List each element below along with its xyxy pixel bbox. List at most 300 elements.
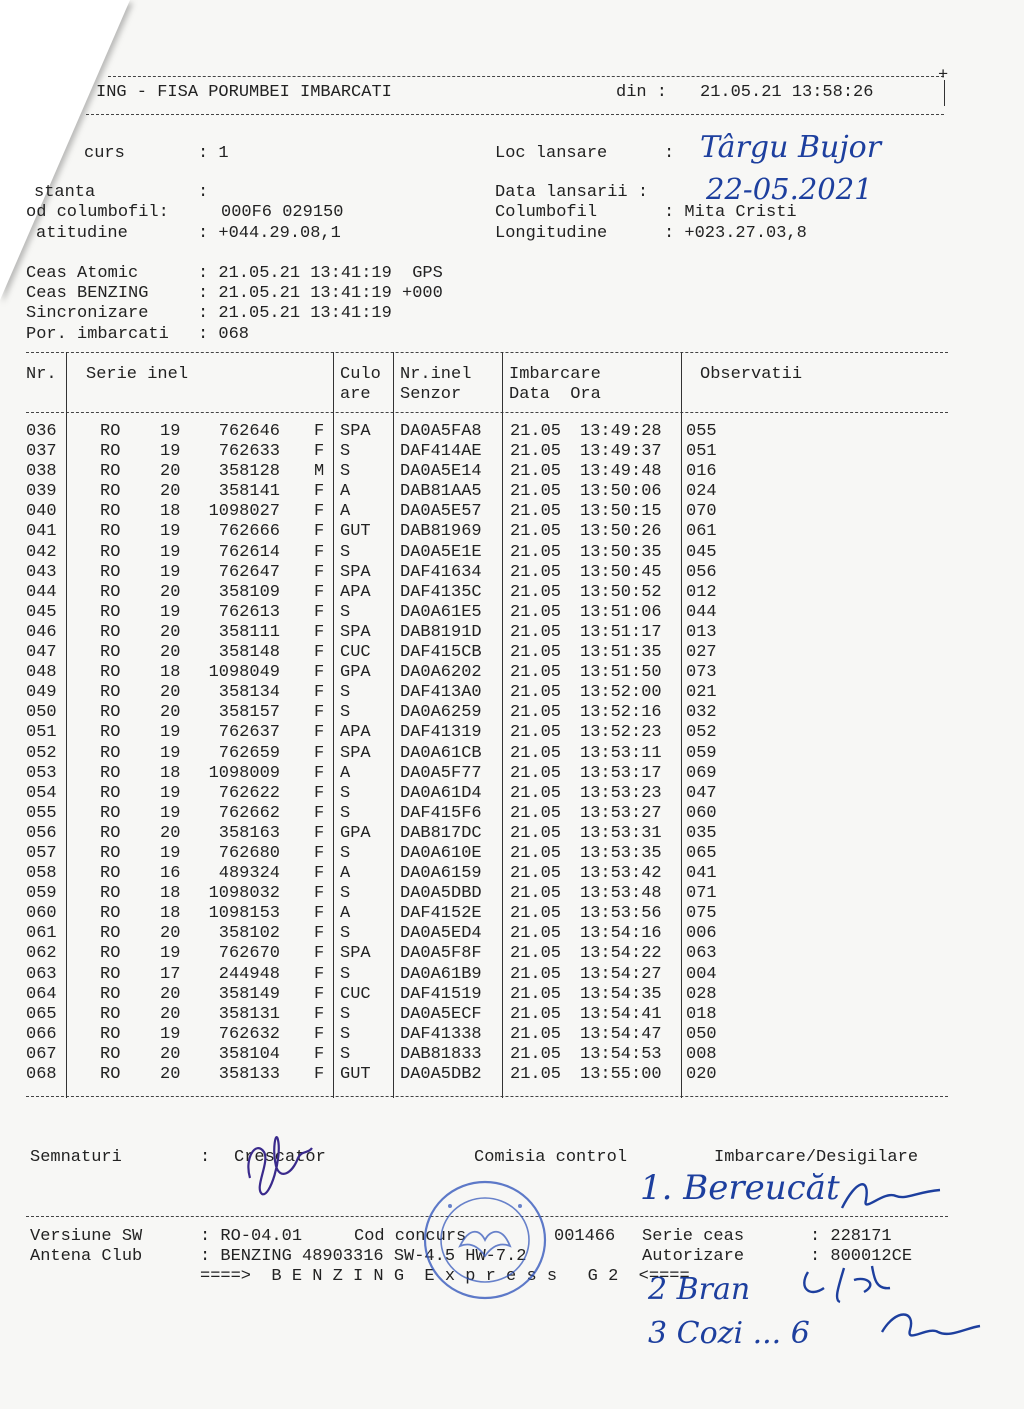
cell-color: S: [340, 783, 351, 803]
cell-sensor: DAF41338: [400, 1024, 482, 1044]
cell-sensor: DA0A5E1E: [400, 542, 482, 562]
cell-year: 19: [160, 783, 181, 803]
cell-sex: F: [314, 924, 325, 944]
cell-country: RO: [100, 643, 121, 663]
ceas-benzing-value: : 21.05.21 13:41:19 +000: [198, 284, 443, 303]
cell-obs: 021: [686, 683, 717, 703]
cell-ring: 358102: [218, 924, 280, 944]
cell-country: RO: [100, 482, 121, 502]
cell-date: 21.05: [510, 422, 562, 441]
autorizare-value: : 800012CE: [810, 1247, 913, 1266]
cell-sex: F: [314, 643, 325, 663]
cell-ring: 358128: [218, 462, 280, 482]
cell-country: RO: [100, 622, 121, 642]
cell-nr: 055: [26, 803, 57, 823]
cell-country: RO: [100, 904, 121, 924]
table-header-rule: [26, 412, 948, 413]
cell-obs: 073: [686, 663, 717, 683]
cell-date: 21.05: [510, 984, 562, 1004]
cell-time: 13:51:35: [580, 643, 662, 663]
cell-year: 19: [160, 803, 181, 823]
cell-nr: 064: [26, 984, 57, 1004]
cell-year: 19: [160, 422, 181, 441]
cell-nr: 060: [26, 904, 57, 924]
cell-country: RO: [100, 763, 121, 783]
cell-country: RO: [100, 582, 121, 602]
header-din-label: din :: [616, 83, 668, 102]
cell-color: GUT: [340, 522, 371, 542]
cell-nr: 057: [26, 843, 57, 863]
table-bottom-rule: [26, 1096, 948, 1097]
cell-nr: 036: [26, 422, 57, 441]
cell-nr: 054: [26, 783, 57, 803]
col-header-nrinel-1: Nr.inel: [400, 365, 472, 384]
cell-year: 18: [160, 904, 181, 924]
cell-sex: F: [314, 843, 325, 863]
cell-ring: 762662: [218, 803, 280, 823]
cell-color: S: [340, 1004, 351, 1024]
cod-columbofil-value: 000F6 029150: [221, 203, 344, 222]
cell-color: A: [340, 502, 351, 522]
cell-country: RO: [100, 462, 121, 482]
cell-sex: F: [314, 823, 325, 843]
cell-ring: 1098027: [208, 502, 280, 522]
versiune-sw-label: Versiune SW: [30, 1227, 143, 1246]
cell-ring: 762632: [218, 1024, 280, 1044]
sincronizare-label: Sincronizare: [26, 304, 149, 323]
cell-date: 21.05: [510, 602, 562, 622]
cell-ring: 762614: [218, 542, 280, 562]
serie-ceas-label: Serie ceas: [642, 1227, 745, 1246]
cell-obs: 060: [686, 803, 717, 823]
cell-sex: F: [314, 1024, 325, 1044]
cell-sex: F: [314, 1044, 325, 1064]
cell-sex: F: [314, 884, 325, 904]
cell-color: SPA: [340, 622, 371, 642]
cell-obs: 045: [686, 542, 717, 562]
cell-color: S: [340, 1024, 351, 1044]
cell-date: 21.05: [510, 1004, 562, 1024]
cell-nr: 053: [26, 763, 57, 783]
loc-lansare-label: Loc lansare: [495, 144, 608, 163]
antena-club-label: Antena Club: [30, 1247, 143, 1266]
cell-sensor: DAF41519: [400, 984, 482, 1004]
cell-year: 19: [160, 843, 181, 863]
cell-ring: 1098153: [208, 904, 280, 924]
cell-nr: 043: [26, 562, 57, 582]
cell-sex: F: [314, 602, 325, 622]
cell-date: 21.05: [510, 462, 562, 482]
cell-color: SPA: [340, 944, 371, 964]
cell-year: 20: [160, 1065, 181, 1084]
cell-obs: 028: [686, 984, 717, 1004]
cell-year: 20: [160, 1044, 181, 1064]
cell-obs: 071: [686, 884, 717, 904]
handwritten-name-3: 3 Cozi ... 6: [648, 1316, 810, 1351]
loc-lansare-handwritten: Târgu Bujor: [700, 130, 882, 165]
cell-year: 19: [160, 442, 181, 462]
cell-time: 13:53:42: [580, 864, 662, 884]
cell-nr: 066: [26, 1024, 57, 1044]
cell-date: 21.05: [510, 1044, 562, 1064]
serie-ceas-value: : 228171: [810, 1227, 892, 1246]
col-header-nrinel-2: Senzor: [400, 385, 462, 404]
cell-sex: F: [314, 1004, 325, 1024]
cell-date: 21.05: [510, 562, 562, 582]
cell-year: 18: [160, 884, 181, 904]
por-imbarcati-value: : 068: [198, 325, 250, 344]
cell-obs: 018: [686, 1004, 717, 1024]
cell-year: 20: [160, 622, 181, 642]
cell-nr: 059: [26, 884, 57, 904]
cell-year: 19: [160, 602, 181, 622]
cell-sensor: DAB81833: [400, 1044, 482, 1064]
cell-nr: 052: [26, 743, 57, 763]
cell-country: RO: [100, 562, 121, 582]
cell-date: 21.05: [510, 1065, 562, 1084]
por-imbarcati-label: Por. imbarcati: [26, 325, 169, 344]
cell-nr: 046: [26, 622, 57, 642]
cell-sensor: DAF415F6: [400, 803, 482, 823]
cell-color: A: [340, 904, 351, 924]
cell-ring: 358104: [218, 1044, 280, 1064]
cell-date: 21.05: [510, 1024, 562, 1044]
cell-time: 13:52:16: [580, 703, 662, 723]
distanta-label: stanta: [34, 183, 96, 202]
cell-sensor: DA0A5FA8: [400, 422, 482, 441]
col-header-culoare-2: are: [340, 385, 371, 404]
cell-country: RO: [100, 663, 121, 683]
cell-ring: 358149: [218, 984, 280, 1004]
cell-obs: 032: [686, 703, 717, 723]
cell-date: 21.05: [510, 763, 562, 783]
cell-color: APA: [340, 723, 371, 743]
cell-nr: 039: [26, 482, 57, 502]
cell-year: 19: [160, 723, 181, 743]
handwritten-signature-1: [836, 1170, 946, 1220]
sincronizare-value: : 21.05.21 13:41:19: [198, 304, 392, 323]
cell-color: S: [340, 602, 351, 622]
cell-ring: 244948: [218, 964, 280, 984]
cell-time: 13:51:06: [580, 602, 662, 622]
cell-obs: 035: [686, 823, 717, 843]
cell-ring: 1098009: [208, 763, 280, 783]
cell-sensor: DAF41634: [400, 562, 482, 582]
latitudine-label: atitudine: [36, 224, 128, 243]
cell-color: SPA: [340, 743, 371, 763]
cell-time: 13:52:00: [580, 683, 662, 703]
cell-sex: F: [314, 904, 325, 924]
cell-year: 18: [160, 663, 181, 683]
cell-ring: 489324: [218, 864, 280, 884]
col-sep-senzor: [502, 352, 503, 1098]
cell-sex: F: [314, 542, 325, 562]
cell-sensor: DA0A61D4: [400, 783, 482, 803]
col-header-observatii: Observatii: [700, 365, 803, 384]
cell-date: 21.05: [510, 783, 562, 803]
cell-country: RO: [100, 964, 121, 984]
cell-color: SPA: [340, 422, 371, 441]
cell-sex: F: [314, 964, 325, 984]
cell-year: 18: [160, 763, 181, 783]
ceas-atomic-value: : 21.05.21 13:41:19 GPS: [198, 264, 443, 283]
ceas-atomic-label: Ceas Atomic: [26, 264, 139, 283]
cell-obs: 013: [686, 622, 717, 642]
cell-nr: 040: [26, 502, 57, 522]
cell-year: 17: [160, 964, 181, 984]
cell-color: S: [340, 884, 351, 904]
cell-color: GPA: [340, 663, 371, 683]
cell-obs: 059: [686, 743, 717, 763]
cell-sex: F: [314, 422, 325, 441]
cell-time: 13:54:27: [580, 964, 662, 984]
cell-nr: 068: [26, 1065, 57, 1084]
latitudine-value: : +044.29.08,1: [198, 224, 341, 243]
handwritten-name-1: 1. Bereucăt: [640, 1168, 840, 1208]
cell-obs: 056: [686, 562, 717, 582]
cell-color: CUC: [340, 643, 371, 663]
cell-country: RO: [100, 864, 121, 884]
cell-country: RO: [100, 783, 121, 803]
col-header-imbarcare-1: Imbarcare: [509, 365, 601, 384]
cell-time: 13:51:17: [580, 622, 662, 642]
cell-color: SPA: [340, 562, 371, 582]
cell-obs: 041: [686, 864, 717, 884]
cell-sex: F: [314, 663, 325, 683]
cell-obs: 020: [686, 1065, 717, 1084]
cell-country: RO: [100, 823, 121, 843]
cell-obs: 006: [686, 924, 717, 944]
cell-country: RO: [100, 843, 121, 863]
cell-ring: 762613: [218, 602, 280, 622]
loc-lansare-sep: :: [664, 144, 675, 163]
cell-country: RO: [100, 884, 121, 904]
semnaturi-sep: :: [200, 1148, 211, 1167]
cell-date: 21.05: [510, 482, 562, 502]
cell-sensor: DAF4152E: [400, 904, 482, 924]
col-header-imbarcare-2: Data Ora: [509, 385, 601, 404]
cell-year: 20: [160, 482, 181, 502]
table-top-rule: [26, 352, 948, 353]
cell-obs: 047: [686, 783, 717, 803]
cell-color: S: [340, 1044, 351, 1064]
cell-time: 13:53:11: [580, 743, 662, 763]
cell-sensor: DAB81AA5: [400, 482, 482, 502]
cell-year: 19: [160, 542, 181, 562]
cell-color: GUT: [340, 1065, 371, 1084]
cell-obs: 052: [686, 723, 717, 743]
cell-nr: 058: [26, 864, 57, 884]
cell-time: 13:50:26: [580, 522, 662, 542]
cell-country: RO: [100, 803, 121, 823]
cell-country: RO: [100, 1044, 121, 1064]
concurs-value: : 1: [198, 144, 229, 163]
cell-color: CUC: [340, 984, 371, 1004]
cod-concurs-label: Cod concurs: [354, 1227, 467, 1246]
cell-color: S: [340, 964, 351, 984]
cell-ring: 358133: [218, 1065, 280, 1084]
club-stamp-icon: [420, 1176, 550, 1304]
cell-sex: F: [314, 743, 325, 763]
cell-sex: F: [314, 582, 325, 602]
cell-sensor: DA0A5DBD: [400, 884, 482, 904]
cell-sex: F: [314, 502, 325, 522]
cell-ring: 1098049: [208, 663, 280, 683]
cell-year: 20: [160, 823, 181, 843]
cell-ring: 762633: [218, 442, 280, 462]
cell-sex: F: [314, 482, 325, 502]
cell-sex: F: [314, 723, 325, 743]
cell-time: 13:54:16: [580, 924, 662, 944]
cell-year: 18: [160, 502, 181, 522]
cell-time: 13:49:37: [580, 442, 662, 462]
cell-obs: 061: [686, 522, 717, 542]
cell-country: RO: [100, 542, 121, 562]
cell-sensor: DAB81969: [400, 522, 482, 542]
cell-obs: 051: [686, 442, 717, 462]
cell-ring: 1098032: [208, 884, 280, 904]
cell-year: 19: [160, 562, 181, 582]
cell-sex: F: [314, 622, 325, 642]
cell-ring: 762647: [218, 562, 280, 582]
cell-sex: F: [314, 763, 325, 783]
cell-country: RO: [100, 502, 121, 522]
cell-ring: 358111: [218, 622, 280, 642]
cell-obs: 070: [686, 502, 717, 522]
cell-time: 13:52:23: [580, 723, 662, 743]
cell-nr: 050: [26, 703, 57, 723]
col-sep-serie: [333, 352, 334, 1098]
cell-nr: 063: [26, 964, 57, 984]
semnaturi-label: Semnaturi: [30, 1148, 122, 1167]
corner-plus: +: [938, 66, 949, 85]
cell-nr: 042: [26, 542, 57, 562]
cell-year: 16: [160, 864, 181, 884]
benzing-express-banner: ====> B E N Z I N G E x p r e s s G 2 <====: [200, 1267, 690, 1286]
cell-obs: 016: [686, 462, 717, 482]
cell-sensor: DAB817DC: [400, 823, 482, 843]
cell-year: 20: [160, 984, 181, 1004]
cod-concurs-value: 001466: [554, 1227, 616, 1246]
cell-year: 20: [160, 582, 181, 602]
cell-color: A: [340, 482, 351, 502]
cell-country: RO: [100, 743, 121, 763]
cell-year: 20: [160, 1004, 181, 1024]
cell-country: RO: [100, 602, 121, 622]
cell-nr: 038: [26, 462, 57, 482]
cell-time: 13:53:56: [580, 904, 662, 924]
cell-color: A: [340, 763, 351, 783]
cell-time: 13:54:41: [580, 1004, 662, 1024]
cell-country: RO: [100, 522, 121, 542]
cell-country: RO: [100, 1024, 121, 1044]
distanta-value: :: [198, 183, 209, 202]
col-sep-culoare: [393, 352, 394, 1098]
ceas-benzing-label: Ceas BENZING: [26, 284, 149, 303]
cell-country: RO: [100, 442, 121, 462]
cell-country: RO: [100, 944, 121, 964]
cell-time: 13:54:47: [580, 1024, 662, 1044]
cell-obs: 050: [686, 1024, 717, 1044]
cell-sensor: DA0A6159: [400, 864, 482, 884]
cell-country: RO: [100, 723, 121, 743]
cell-time: 13:49:28: [580, 422, 662, 441]
cell-ring: 762659: [218, 743, 280, 763]
imbarcare-desigilare-label: Imbarcare/Desigilare: [714, 1148, 919, 1167]
cell-ring: 358148: [218, 643, 280, 663]
cell-obs: 024: [686, 482, 717, 502]
cell-sensor: DA0A5ED4: [400, 924, 482, 944]
cell-date: 21.05: [510, 643, 562, 663]
cell-country: RO: [100, 703, 121, 723]
cell-date: 21.05: [510, 502, 562, 522]
cell-time: 13:53:31: [580, 823, 662, 843]
cell-ring: 358141: [218, 482, 280, 502]
antena-club-value: : BENZING 48903316 SW-4.5 HW-7.2: [200, 1247, 527, 1266]
cell-sensor: DA0A5E14: [400, 462, 482, 482]
cell-nr: 044: [26, 582, 57, 602]
cell-ring: 358109: [218, 582, 280, 602]
cell-sex: F: [314, 984, 325, 1004]
cell-sensor: DAB8191D: [400, 622, 482, 642]
cell-nr: 048: [26, 663, 57, 683]
cell-color: A: [340, 864, 351, 884]
cell-color: S: [340, 703, 351, 723]
cell-sensor: DA0A61E5: [400, 602, 482, 622]
cell-obs: 075: [686, 904, 717, 924]
header-top-rule: [108, 76, 944, 77]
cell-sensor: DAF414AE: [400, 442, 482, 462]
cell-time: 13:53:17: [580, 763, 662, 783]
cell-date: 21.05: [510, 803, 562, 823]
header-right-bar: [944, 80, 945, 106]
cell-obs: 004: [686, 964, 717, 984]
cell-sex: F: [314, 783, 325, 803]
cell-date: 21.05: [510, 582, 562, 602]
cell-obs: 044: [686, 602, 717, 622]
cell-sensor: DA0A5ECF: [400, 1004, 482, 1024]
cell-year: 20: [160, 683, 181, 703]
comisia-control-label: Comisia control: [474, 1148, 628, 1167]
cell-nr: 062: [26, 944, 57, 964]
cell-sex: M: [314, 462, 325, 482]
header-bottom-rule: [86, 114, 944, 115]
cell-time: 13:54:35: [580, 984, 662, 1004]
cell-sex: F: [314, 803, 325, 823]
cell-date: 21.05: [510, 884, 562, 904]
col-header-culoare-1: Culo: [340, 365, 381, 384]
longitudine-value: : +023.27.03,8: [664, 224, 807, 243]
cell-color: GPA: [340, 823, 371, 843]
header-din-value: 21.05.21 13:58:26: [700, 83, 874, 102]
cell-color: S: [340, 462, 351, 482]
cell-date: 21.05: [510, 622, 562, 642]
cell-time: 13:53:23: [580, 783, 662, 803]
cell-ring: 358134: [218, 683, 280, 703]
cell-time: 13:55:00: [580, 1065, 662, 1084]
col-sep-imbarcare: [681, 352, 682, 1098]
cell-sex: F: [314, 522, 325, 542]
handwritten-name-2: 2 Bran: [648, 1272, 751, 1307]
cell-nr: 041: [26, 522, 57, 542]
cell-ring: 762666: [218, 522, 280, 542]
cell-year: 20: [160, 462, 181, 482]
cell-sex: F: [314, 1065, 325, 1084]
cell-nr: 047: [26, 643, 57, 663]
cell-sex: F: [314, 864, 325, 884]
cell-time: 13:50:06: [580, 482, 662, 502]
cell-sex: F: [314, 442, 325, 462]
